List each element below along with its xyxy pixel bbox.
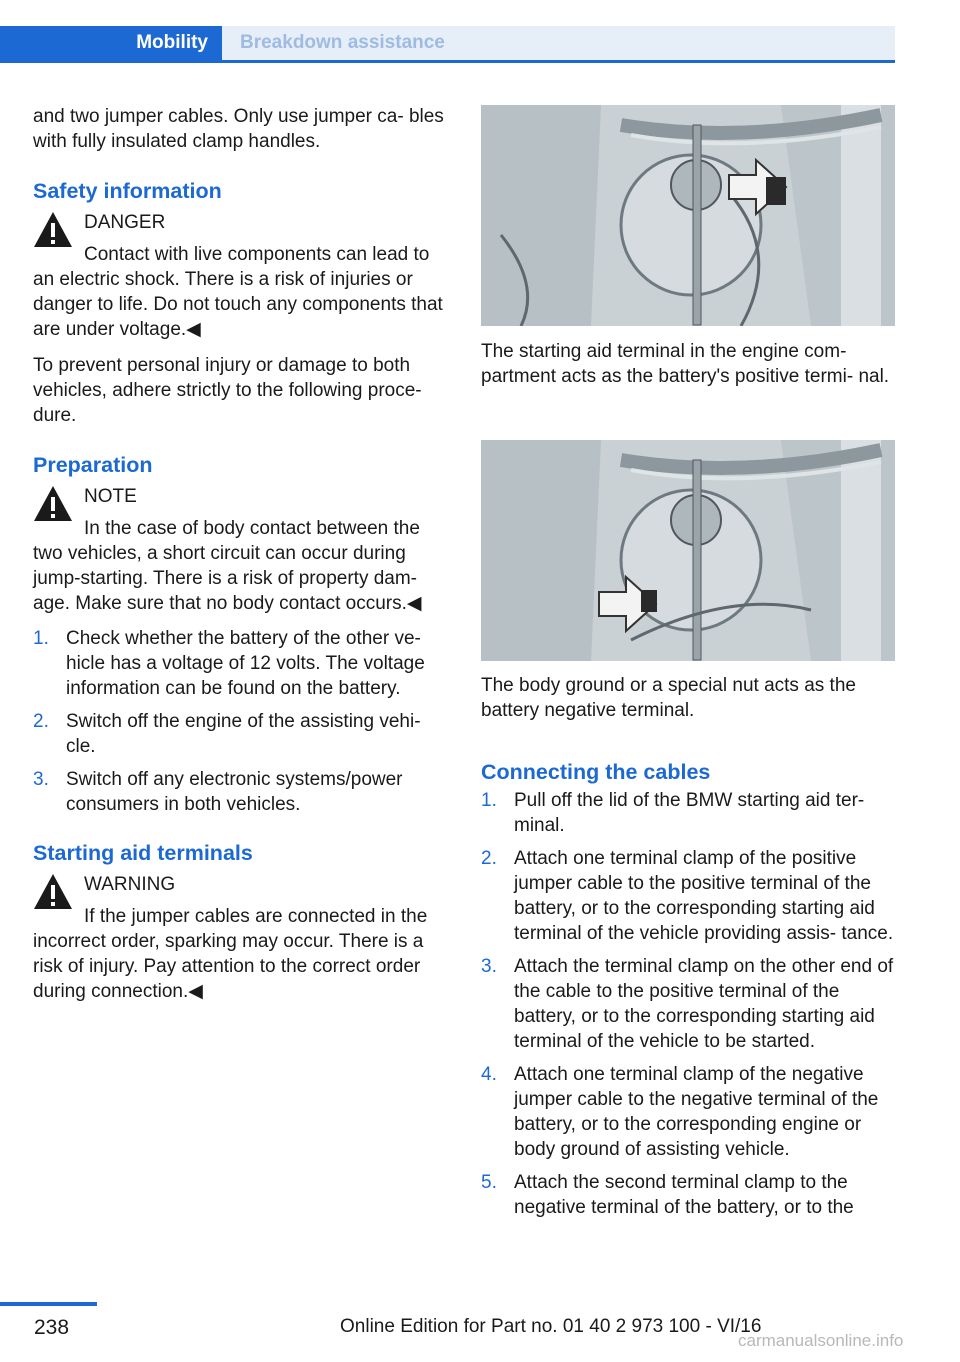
footer-rule (0, 1302, 97, 1306)
warning-body: If the jumper cables are connected in the incorrect order, sparking may occur. There is a risk of injury. Pay attention to the correct order during connection.◀ (33, 906, 428, 1002)
right-column-steps (481, 758, 895, 1220)
heading-starting-aid-terminals: Starting aid terminals (33, 841, 253, 865)
connecting-steps (481, 788, 895, 1220)
list-item (33, 767, 451, 817)
note-body: In the case of body contact between the two vehicles, a short circuit can occur during jump-starting. There is a risk of property dam‐ age. Make sure that no body contact occurs.◀ (33, 518, 422, 614)
note-notice (33, 484, 451, 616)
caption-positive-terminal (481, 339, 895, 389)
engine-illustration (481, 440, 895, 661)
heading-safety-information: Safety information (33, 179, 222, 203)
left-column (33, 104, 451, 1004)
step-text: Attach one terminal clamp of the positive jumper cable to the positive terminal of the battery, or to the corresponding starting aid terminal of the vehicle providing assis‐ tance. (514, 848, 894, 944)
step-text: Attach one terminal clamp of the negative jumper cable to the negative terminal of the battery, or to the corresponding engine or body ground of assisting vehicle. (514, 1064, 879, 1160)
list-item (481, 1062, 895, 1162)
step-text: Check whether the battery of the other ve‐ hicle has a voltage of 12 volts. The voltage information can be found on the battery. (66, 628, 425, 699)
preparation-steps (33, 626, 451, 817)
warning-notice (33, 872, 451, 1004)
edition-info: Online Edition for Part no. 01 40 2 973 100 - VI/16 (340, 1316, 762, 1337)
warning-triangle-icon (33, 210, 73, 250)
step-number: 2. (481, 848, 497, 869)
list-item (33, 626, 451, 701)
danger-notice (33, 210, 451, 342)
step-number: 1. (481, 790, 497, 811)
step-text: Attach the terminal clamp on the other end of the cable to the positive terminal of the battery, or to the corresponding starting aid terminal of the vehicle to be started. (514, 956, 894, 1052)
step-number: 1. (33, 628, 49, 649)
intro-paragraph: and two jumper cables. Only use jumper ca‐ bles with fully insulated clamp handles. (33, 106, 444, 152)
step-text: Pull off the lid of the BMW starting aid ter‐ minal. (514, 790, 865, 836)
list-item (481, 954, 895, 1054)
section-tab-mobility[interactable]: Mobility (0, 26, 222, 60)
page-number: 238 (34, 1316, 70, 1339)
engine-compartment-photo-negative (481, 440, 895, 661)
danger-title: DANGER (84, 212, 166, 233)
note-title: NOTE (84, 486, 137, 507)
caption-text: The starting aid terminal in the engine com‐ partment acts as the battery's positive termi‐ nal. (481, 341, 890, 387)
engine-compartment-photo-positive (481, 105, 895, 326)
step-number: 3. (33, 769, 49, 790)
engine-illustration (481, 105, 895, 326)
heading-preparation: Preparation (33, 453, 153, 477)
danger-body: Contact with live components can lead to an electric shock. There is a risk of injuries or danger to life. Do not touch any components that are under voltage.◀ (33, 244, 443, 340)
step-number: 3. (481, 956, 497, 977)
list-item (481, 846, 895, 946)
step-number: 2. (33, 711, 49, 732)
heading-connecting-the-cables: Connecting the cables (481, 760, 711, 784)
caption-negative-terminal (481, 673, 895, 723)
step-number: 5. (481, 1172, 497, 1193)
step-text: Attach the second terminal clamp to the negative terminal of the battery, or to the (514, 1172, 854, 1218)
list-item (481, 1170, 895, 1220)
step-text: Switch off any electronic systems/power consumers in both vehicles. (66, 769, 403, 815)
step-number: 4. (481, 1064, 497, 1085)
page-header (0, 26, 895, 60)
warning-triangle-icon (33, 872, 73, 912)
list-item (481, 788, 895, 838)
list-item (33, 709, 451, 759)
warning-title: WARNING (84, 874, 176, 895)
header-rule (0, 60, 895, 63)
section-tab-breakdown-assistance[interactable]: Breakdown assistance (222, 26, 895, 60)
warning-triangle-icon (33, 484, 73, 524)
prevent-paragraph: To prevent personal injury or damage to both vehicles, adhere strictly to the following proce‐ dure. (33, 355, 422, 426)
caption-text: The body ground or a special nut acts as the battery negative terminal. (481, 675, 856, 721)
watermark: carmanualsonline.info (738, 1331, 904, 1350)
step-text: Switch off the engine of the assisting vehi‐ cle. (66, 711, 421, 757)
